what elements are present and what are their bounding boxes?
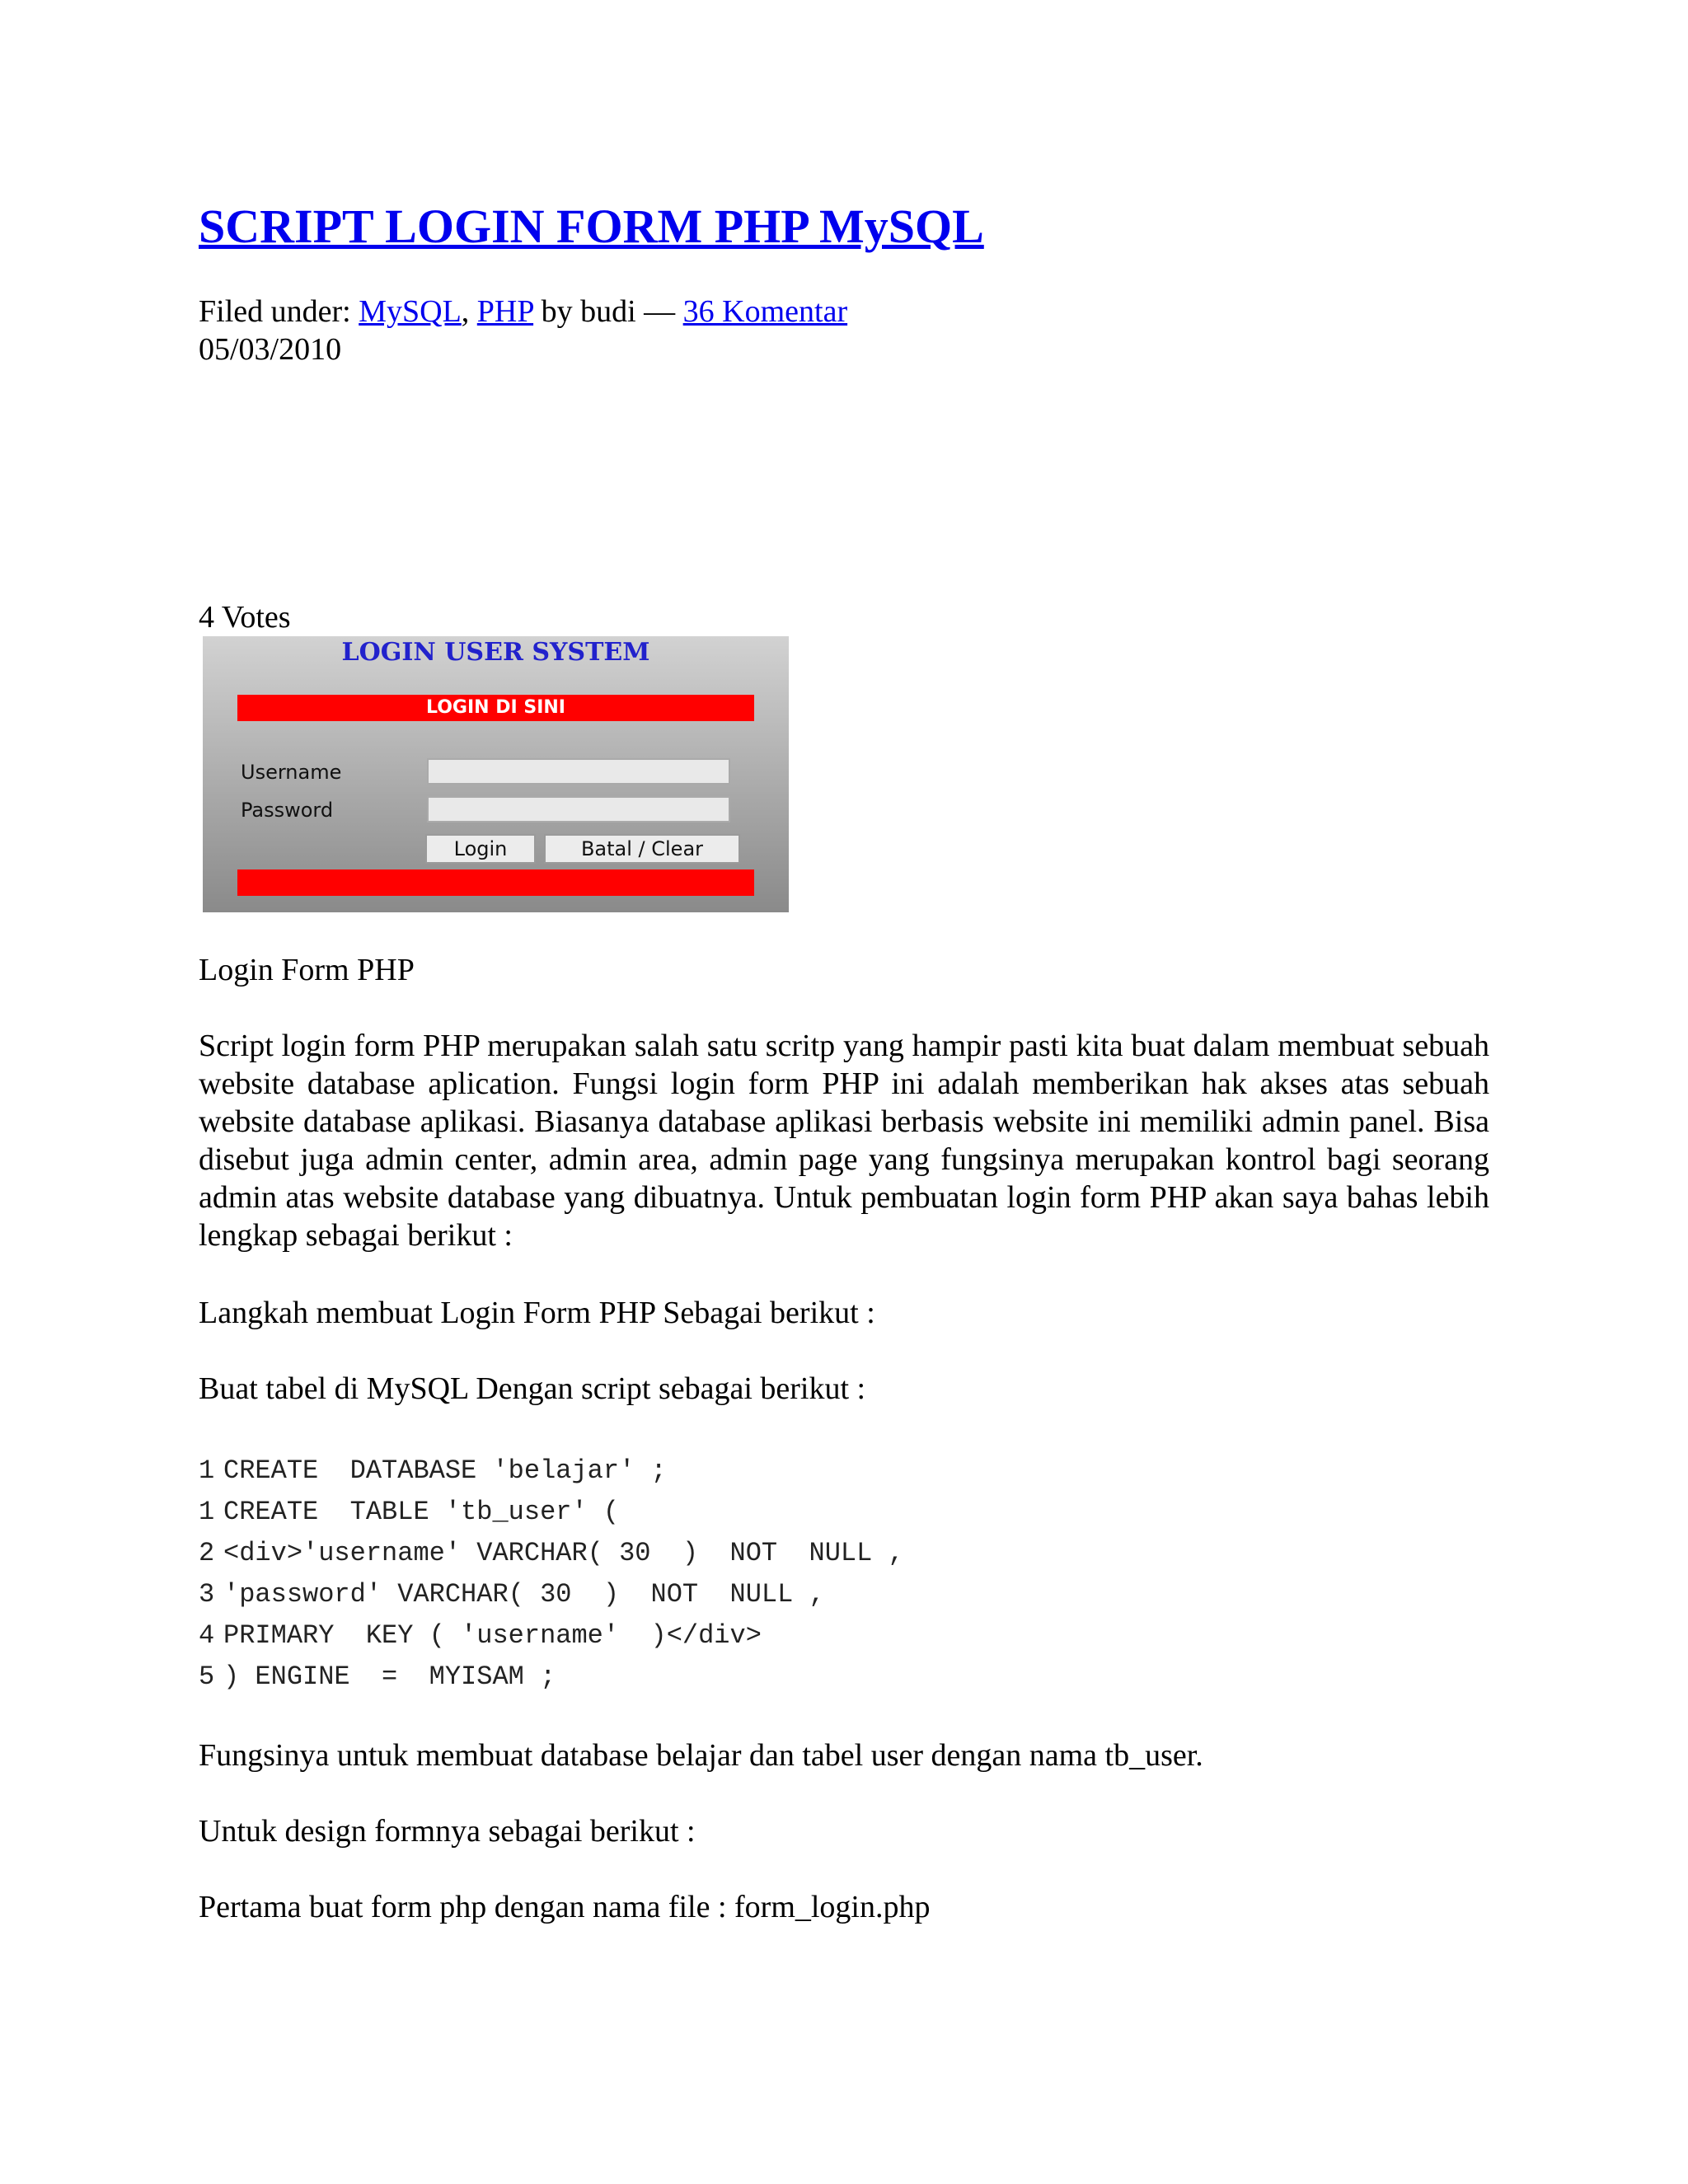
intro-paragraph: Script login form PHP merupakan salah satu scritp yang hampir pasti kita buat dalam membuat sebuah website database aplication. Fungsi login form PHP ini adalah memberikan hak akses atas sebuah website database aplikasi. Biasanya database aplikasi berbasis website ini memiliki admin panel. Bisa disebut juga admin center, admin area, admin page yang fungsinya merupakan kontrol bagi seorang admin atas website database yang dibuatnya. Untuk pembuatan login form PHP akan saya bahas lebih lengkap sebagai berikut : — [199, 1029, 1489, 1253]
code-line-text: CREATE DATABASE 'belajar' ; — [223, 1455, 667, 1486]
comments-link[interactable]: 36 Komentar — [682, 294, 848, 329]
image-caption: Login Form PHP — [199, 953, 415, 987]
code-line-text: <div>'username' VARCHAR( 30 ) NOT NULL , — [223, 1538, 904, 1568]
code-line-number: 4 — [199, 1620, 215, 1651]
login-image-password-field — [427, 796, 730, 823]
post-meta — [199, 293, 847, 368]
author-byline: by budi — — [541, 294, 676, 329]
login-image-clear-button: Batal / Clear — [544, 834, 740, 864]
category-link-mysql[interactable]: MySQL — [359, 294, 462, 329]
code-line — [199, 1451, 904, 1492]
post-meta-line: Filed under: MySQL, PHP by budi — 36 Komentar — [199, 294, 848, 329]
code-line-number: 2 — [199, 1538, 215, 1568]
login-image-login-button: Login — [425, 834, 536, 864]
login-image-footer-bar — [237, 869, 754, 896]
login-form-screenshot — [203, 636, 789, 912]
post-title-link[interactable]: SCRIPT LOGIN FORM PHP MySQL — [199, 199, 984, 253]
filed-under-label: Filed under: — [199, 294, 351, 329]
login-image-username-field — [427, 758, 730, 785]
code-line — [199, 1615, 904, 1657]
login-image-password-label: Password — [241, 799, 334, 822]
code-line-text: PRIMARY KEY ( 'username' )</div> — [223, 1620, 762, 1651]
login-image-title: LOGIN USER SYSTEM — [341, 638, 650, 667]
code-line — [199, 1574, 904, 1615]
design-heading: Untuk design formnya sebagai berikut : — [199, 1814, 696, 1849]
code-line — [199, 1492, 904, 1533]
create-table-text: Buat tabel di MySQL Dengan script sebagai berikut : — [199, 1371, 866, 1406]
code-line-text: ) ENGINE = MYISAM ; — [223, 1661, 556, 1692]
code-line-number: 1 — [199, 1455, 215, 1486]
login-image-username-label: Username — [241, 761, 342, 784]
category-link-php[interactable]: PHP — [476, 294, 534, 329]
code-line-text: CREATE TABLE 'tb_user' ( — [223, 1497, 620, 1527]
code-line — [199, 1657, 904, 1698]
code-line-number: 5 — [199, 1661, 215, 1692]
votes-count: 4 Votes — [199, 600, 291, 635]
sql-code-block — [199, 1451, 904, 1698]
code-line-number: 3 — [199, 1579, 215, 1610]
code-line — [199, 1533, 904, 1574]
post-title — [199, 198, 984, 255]
code-line-number: 1 — [199, 1497, 215, 1527]
post-date: 05/03/2010 — [199, 332, 342, 367]
login-image-banner: LOGIN DI SINI — [237, 695, 754, 721]
code-line-text: 'password' VARCHAR( 30 ) NOT NULL , — [223, 1579, 825, 1610]
function-description: Fungsinya untuk membuat database belajar dan tabel user dengan nama tb_user. — [199, 1738, 1203, 1773]
steps-heading: Langkah membuat Login Form PHP Sebagai berikut : — [199, 1296, 875, 1330]
first-step-text: Pertama buat form php dengan nama file : form_login.php — [199, 1890, 931, 1924]
